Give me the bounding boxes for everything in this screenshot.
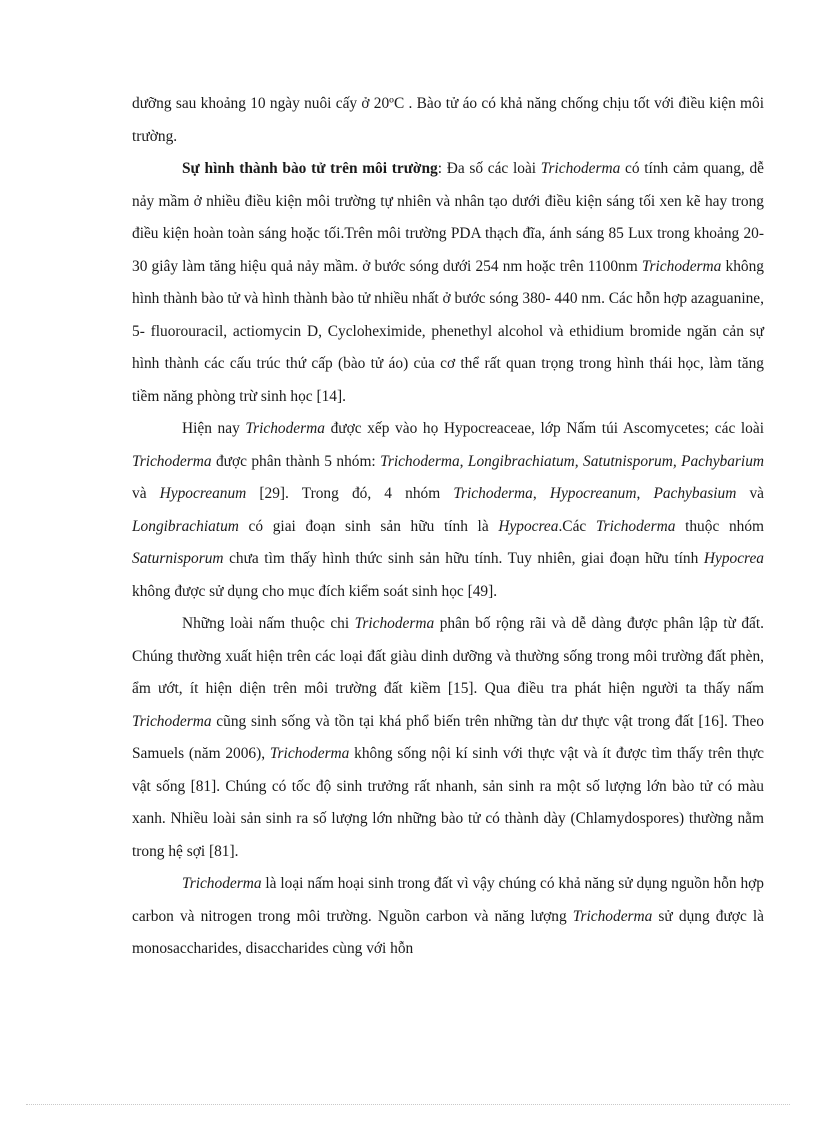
italic-run: Hypocreanum [549,485,637,502]
text-run: chưa tìm thấy hình thức sinh sản hữu tính. Tuy nhiên, giai đoạn hữu tính [223,550,704,567]
italic-run: Trichoderma [595,517,676,535]
text-run: Những loài nấm thuộc chi [182,615,355,632]
italic-run: Trichoderma [245,420,325,437]
paragraph-4 [132,608,764,868]
italic-run: Saturnisporum [132,550,224,567]
text-run: được phân thành 5 nhóm: [211,452,381,470]
italic-run: Hypocreanum [159,485,247,502]
text-run: là loại nấm hoại sinh trong đất vì vậy chúng có khả năng sử dụng nguồn hỗn hợp carbon và nitrogen trong môi trường. Nguồn carbon và năng lượng [132,875,764,925]
paragraph-1 [132,88,764,153]
text-run: có tính cảm quang, dễ nảy mầm ở nhiều điều kiện môi trường tự nhiên và nhân tạo dưới điều kiện sáng tối xen kẽ hay trong điều kiện hoàn toàn sáng hoặc tối.Trên môi trường PDA thạch đĩa, ánh sáng 85 Lux trong khoảng 20- 30 giây làm tăng hiệu quả nảy mầm. ở bước sóng dưới 254 nm hoặc trên 1100nm [132,160,764,275]
text-run: thuộc nhóm [675,517,764,535]
italic-run: Trichoderma [132,452,212,470]
text-run: , [636,485,654,502]
paragraph-3 [132,413,764,608]
italic-run: Trichoderma [354,615,435,632]
italic-run: Trichoderma [540,160,621,177]
italic-run: Trichoderma [269,745,350,762]
text-run: , [532,485,550,502]
text-run: : Đa số các loài [437,160,541,177]
text-run: Hiện nay [182,420,246,437]
text-run: [29]. Trong đó, 4 nhóm [246,485,454,502]
italic-run: Longibrachiatum [132,517,239,535]
italic-run: Trichoderma [132,712,212,730]
text-run: cũng sinh sống và tồn tại khá phổ biến trên những tàn dư thực vật trong đất [16]. Theo Samuels (năm 2006), [132,712,764,762]
paragraph-5 [132,868,764,966]
italic-run: Pachybasium [653,485,737,502]
italic-run: Trichoderma [572,907,653,925]
italic-run: Hypocrea [703,550,764,567]
italic-run: Trichoderma [641,257,722,275]
body-text [132,88,764,966]
italic-run: Hypocrea [498,517,559,535]
text-run: và [736,485,765,502]
text-run: có giai đoạn sinh sản hữu tính là [238,517,499,535]
paragraph-1-text: dưỡng sau khoảng 10 ngày nuôi cấy ở 20ºC . Bào tử áo có khả năng chống chịu tốt với điều kiện môi trường. [132,95,764,145]
text-run: không hình thành bào tử và hình thành bào tử nhiều nhất ở bước sóng 380- 440 nm. Các hỗn hợp azaguanine, 5- fluorouracil, actiomycin D, Cycloheximide, phenethyl alcohol và ethidium bromide ngăn cản sự hình thành các cấu trúc thứ cấp (bào tử áo) của cơ thể rất quan trọng trong hình thái học, làm tăng tiềm năng phòng trừ sinh học [14]. [132,257,764,405]
paragraph-2-heading: Sự hình thành bào tử trên môi trường [182,160,438,177]
text-run: không được sử dụng cho mục đích kiểm soát sinh học [49]. [132,582,498,600]
text-run: phân bố rộng rãi và dễ dàng được phân lập từ đất. Chúng thường xuất hiện trên các loại đất giàu dinh dưỡng và thường sống trong môi trường đất phèn, ẩm ướt, ít hiện diện trên môi trường đất kiềm [15]. Qua điều tra phát hiện người ta thấy nấm [132,615,764,697]
paragraph-2 [132,153,764,413]
text-run: được xếp vào họ Hypocreaceae, lớp Nấm túi Ascomycetes; các loài [324,420,764,437]
page-bottom-divider [26,1104,790,1105]
italic-run: Trichoderma [453,485,533,502]
text-run: .Các [558,517,596,535]
text-run: không sống nội kí sinh với thực vật và ít được tìm thấy trên thực vật sống [81]. Chúng có tốc độ sinh trưởng rất nhanh, sản sinh ra một số lượng lớn bào tử có màu xanh. Nhiều loài sản sinh ra số lượng lớn những bào tử có thành dày (Chlamydospores) thường nằm trong hệ sợi [81]. [132,745,764,860]
text-run: sử dụng được là monosaccharides, disaccharides cùng với hỗn [132,907,764,957]
text-run: và [132,485,160,502]
italic-run: Trichoderma, Longibrachiatum, Satutnisporum, Pachybarium [380,452,765,470]
italic-run: Trichoderma [182,875,262,892]
